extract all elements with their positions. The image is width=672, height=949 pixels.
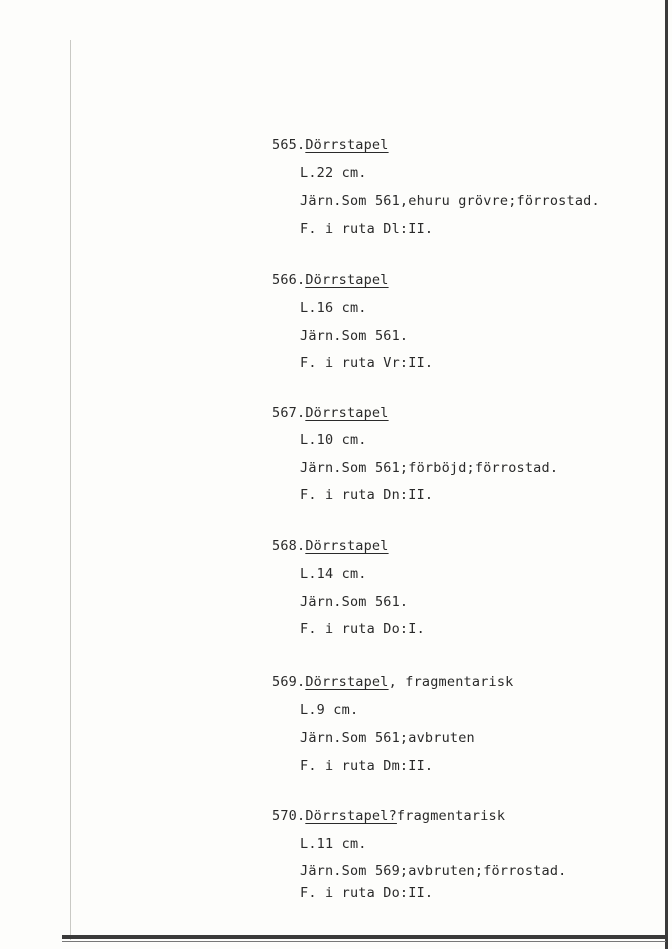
entry-number: 566.	[272, 272, 306, 288]
page-right-edge	[665, 0, 668, 949]
entry-number: 565.	[272, 137, 306, 153]
entry-title: Dörrstapel	[305, 674, 389, 690]
entry-find-location: F. i ruta Dn:II.	[300, 487, 434, 503]
entry-number: 569.	[272, 674, 306, 690]
entry-number: 570.	[272, 808, 306, 824]
entry-find-location: F. i ruta Vr:II.	[300, 355, 434, 371]
entry-heading	[272, 272, 389, 288]
entry-length: L.22 cm.	[300, 165, 367, 181]
entry-title: Dörrstapel	[305, 272, 389, 288]
entry-number: 567.	[272, 405, 306, 421]
entry-title-suffix: fragmentarisk	[396, 808, 506, 824]
entry-title: Dörrstapel	[305, 137, 389, 153]
entry-heading	[272, 674, 514, 690]
entry-title-suffix: , fragmentarisk	[388, 674, 514, 690]
entry-length: L.14 cm.	[300, 566, 367, 582]
margin-line	[70, 40, 71, 940]
entry-material: Järn.Som 561;förböjd;förrostad.	[300, 460, 559, 476]
entry-number: 568.	[272, 538, 306, 554]
entry-material: Järn.Som 569;avbruten;förrostad.	[300, 863, 567, 879]
entry-length: L.9 cm.	[300, 702, 359, 718]
entry-heading	[272, 137, 389, 153]
page-bottom-edge	[62, 935, 666, 939]
page-bottom-edge-thin	[62, 941, 666, 942]
entry-find-location: F. i ruta Do:I.	[300, 621, 425, 637]
entry-material: Järn.Som 561;avbruten	[300, 730, 475, 746]
entry-find-location: F. i ruta Dm:II.	[300, 758, 434, 774]
entry-material: Järn.Som 561.	[300, 328, 409, 344]
entry-title: Dörrstapel	[305, 538, 389, 554]
entry-length: L.16 cm.	[300, 300, 367, 316]
entry-heading	[272, 808, 505, 824]
entry-material: Järn.Som 561,ehuru grövre;förrostad.	[300, 193, 600, 209]
entry-material: Järn.Som 561.	[300, 594, 409, 610]
entry-title: Dörrstapel?	[305, 808, 397, 824]
entry-length: L.10 cm.	[300, 432, 367, 448]
entry-title: Dörrstapel	[305, 405, 389, 421]
entry-heading	[272, 405, 389, 421]
entry-find-location: F. i ruta Dl:II.	[300, 221, 434, 237]
entry-find-location: F. i ruta Do:II.	[300, 885, 434, 901]
entry-length: L.11 cm.	[300, 836, 367, 852]
entry-heading	[272, 538, 389, 554]
